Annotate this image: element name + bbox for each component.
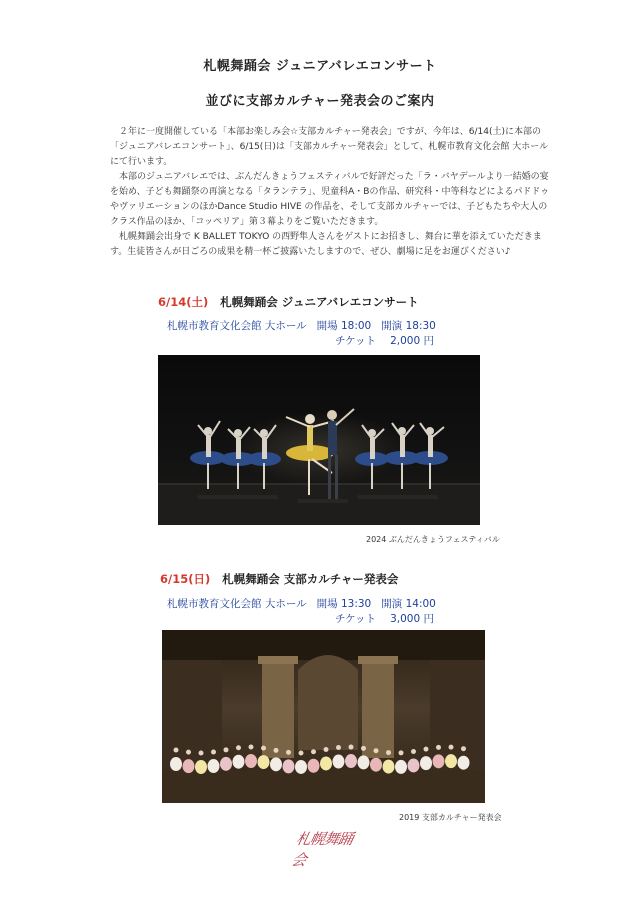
event1-ticket-label: チケット bbox=[335, 335, 377, 347]
event1-photo-caption: 2024 ぶんだんきょうフェスティバル bbox=[366, 535, 500, 544]
event2-date: 6/15(日) bbox=[160, 572, 211, 586]
ballet-stage-photo-1 bbox=[158, 355, 480, 525]
event2-name: 札幌舞踊会 支部カルチャー発表会 bbox=[222, 572, 399, 586]
event1-ticket-price: 2,000 円 bbox=[390, 335, 434, 347]
intro-paragraph-2: 本部のジュニアバレエでは、ぶんだんきょうフェスティバルで好評だった「ラ・バヤデールより一結婚の宴を始め、子ども舞踊祭の再演となる「タランテラ」、児童科A・Bの作品、研究科・中等科などによるパドドゥやヴァリエーションのほかDance Studio HIVE の作品を、そして支部カルチャーでは、子どもたちや大人のクラス作品のほか、「コッペリア」第３幕よりをご覧いただきます。 bbox=[110, 172, 550, 227]
event2-start: 開演 14:00 bbox=[381, 598, 436, 610]
event2-photo bbox=[162, 630, 485, 803]
intro-text bbox=[110, 125, 550, 260]
event2-open: 開場 13:30 bbox=[316, 598, 372, 610]
event1-venue-line bbox=[167, 318, 436, 333]
event1-venue: 札幌市教育文化会館 大ホール bbox=[167, 320, 307, 332]
event2-photo-caption: 2019 支部カルチャー発表会 bbox=[399, 813, 502, 822]
intro-paragraph-1: ２年に一度開催している「本部お楽しみ会☆支部カルチャー発表会」ですが、今年は、6/14(土)に本部の「ジュニアバレエコンサート」、6/15(日)は「支部カルチャー発表会」として、札幌市教育文化会館 大ホールにて行います。 bbox=[110, 127, 549, 167]
intro-paragraph-3: 札幌舞踊会出身で K BALLET TOKYO の西野隼人さんをゲストにお招きし、舞台に華を添えていただきます。生徒皆さんが日ごろの成果を精一杯ご披露いたしますので、ぜひ、劇場に足をお運びください♪ bbox=[110, 232, 542, 257]
event2-venue: 札幌市教育文化会館 大ホール bbox=[167, 598, 307, 610]
event2-ticket-line bbox=[335, 611, 434, 626]
event2-ticket-label: チケット bbox=[335, 613, 377, 625]
event1-open: 開場 18:00 bbox=[316, 320, 372, 332]
event1-start: 開演 18:30 bbox=[381, 320, 436, 332]
ballet-stage-photo-2 bbox=[162, 630, 485, 803]
event2-heading bbox=[160, 571, 398, 587]
event2-ticket-price: 3,000 円 bbox=[390, 613, 434, 625]
event1-name: 札幌舞踊会 ジュニアバレエコンサート bbox=[220, 295, 419, 309]
event1-date: 6/14(土) bbox=[158, 295, 209, 309]
title-line-2: 並びに支部カルチャー発表会のご案内 bbox=[205, 94, 435, 109]
event1-heading bbox=[158, 294, 419, 310]
title-line-1: 札幌舞踊会 ジュニアバレエコンサート bbox=[203, 59, 437, 74]
sapporo-dance-association-logo: 札幌舞踊会 bbox=[289, 830, 355, 869]
event1-photo bbox=[158, 355, 480, 525]
event2-venue-line bbox=[167, 596, 436, 611]
event1-ticket-line bbox=[335, 333, 434, 348]
